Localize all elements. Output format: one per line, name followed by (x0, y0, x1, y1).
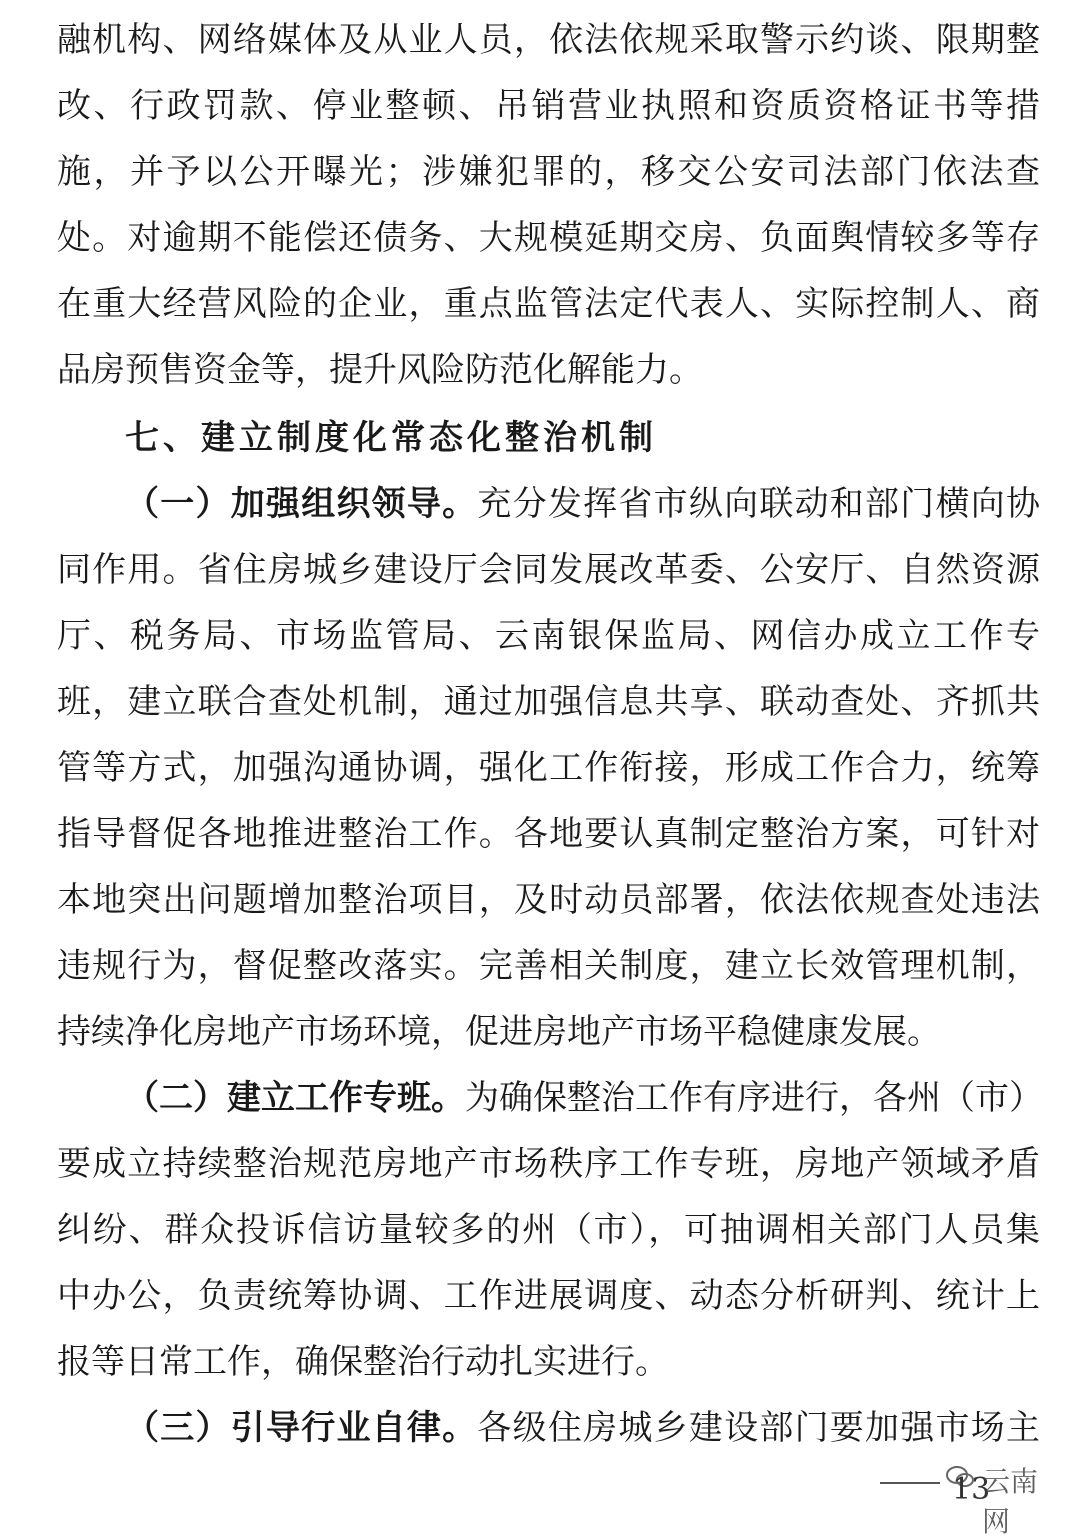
section-heading: 七、建立制度化常态化整治机制 (125, 418, 657, 458)
paragraph-first-line (125, 471, 1040, 537)
text-line: 处。对逾期不能偿还债务、大规模延期交房、负面舆情较多等存 (57, 218, 1040, 258)
text-line: 同作用。省住房城乡建设厅会同发展改革委、公安厅、自然资源 (57, 550, 1040, 590)
paragraph-text: 各级住房城乡建设部门要加强市场主 (477, 1408, 1041, 1448)
watermark-logo: 云南网 (982, 1465, 1039, 1538)
text-line: 持续净化房地产市场环境，促进房地产市场平稳健康发展。 (57, 1012, 941, 1052)
paragraph-lead: （二）建立工作专班。 (125, 1078, 465, 1118)
paragraph-first-line (125, 1065, 1043, 1131)
text-line: 改、行政罚款、停业整顿、吊销营业执照和资质资格证书等措 (57, 86, 1040, 126)
text-line: 要成立持续整治规范房地产市场秩序工作专班，房地产领域矛盾 (57, 1144, 1040, 1184)
paragraph-text: 为确保整治工作有序进行，各州（市） (465, 1078, 1043, 1118)
text-line: 在重大经营风险的企业，重点监管法定代表人、实际控制人、商 (57, 284, 1040, 324)
page-footer (860, 1452, 1060, 1538)
text-line: 指导督促各地推进整治工作。各地要认真制定整治方案，可针对 (57, 814, 1040, 854)
text-line: 融机构、网络媒体及从业人员，依法依规采取警示约谈、限期整 (57, 20, 1040, 60)
paragraph-lead: （三）引导行业自律。 (125, 1408, 478, 1448)
text-line: 班，建立联合查处机制，通过加强信息共享、联动查处、齐抓共 (57, 682, 1040, 722)
footer-divider (880, 1482, 940, 1484)
paragraph-lead: （一）加强组织领导。 (125, 484, 478, 524)
page-number: 13 (952, 1472, 991, 1507)
text-line: 管等方式，加强沟通协调，强化工作衔接，形成工作合力，统筹 (57, 748, 1040, 788)
text-line: 品房预售资金等，提升风险防范化解能力。 (57, 350, 703, 390)
text-line: 纠纷、群众投诉信访量较多的州（市），可抽调相关部门人员集 (57, 1210, 1040, 1250)
text-line: 本地突出问题增加整治项目，及时动员部署，依法依规查处违法 (57, 880, 1040, 920)
text-line: 违规行为，督促整改落实。完善相关制度，建立长效管理机制， (57, 946, 1040, 986)
text-line: 报等日常工作，确保整治行动扎实进行。 (57, 1342, 669, 1382)
text-line: 施，并予以公开曝光；涉嫌犯罪的，移交公安司法部门依法查 (57, 152, 1040, 192)
text-line: 厅、税务局、市场监管局、云南银保监局、网信办成立工作专 (57, 616, 1040, 656)
text-line: 中办公，负责统筹协调、工作进展调度、动态分析研判、统计上 (57, 1276, 1040, 1316)
paragraph-text: 充分发挥省市纵向联动和部门横向协 (477, 484, 1041, 524)
